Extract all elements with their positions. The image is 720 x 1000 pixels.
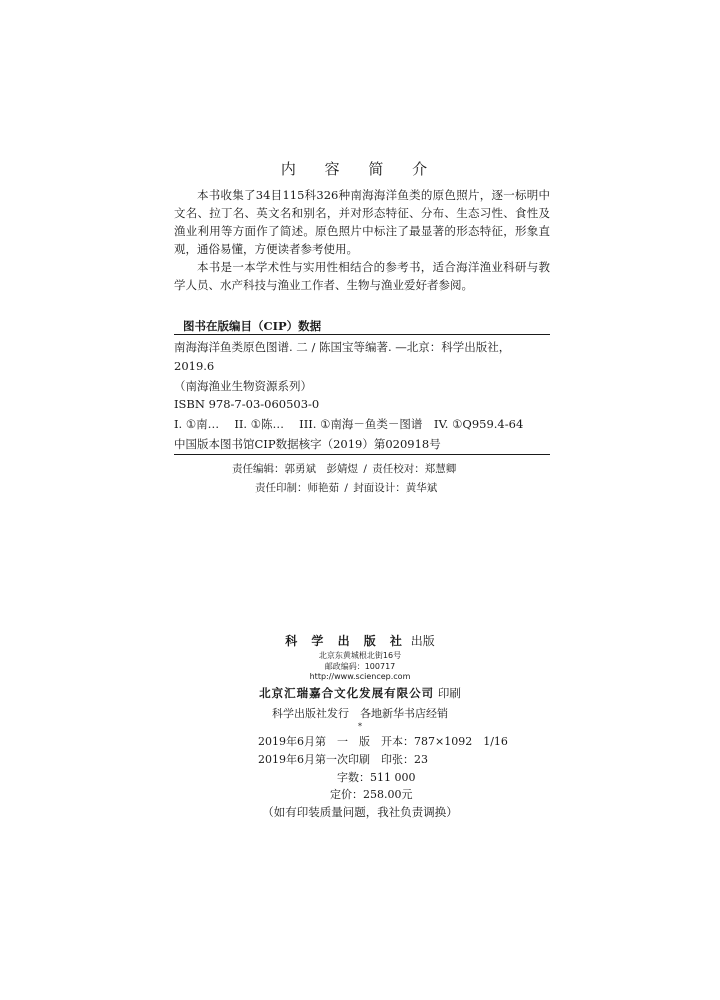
- cip-line-2: 2019.6: [174, 359, 215, 373]
- cip-isbn: ISBN 978-7-03-060503-0: [174, 397, 320, 411]
- publisher-postcode: 邮政编码：100717: [324, 662, 396, 671]
- printer-name: 北京汇瑞嘉合文化发展有限公司: [259, 686, 435, 700]
- publisher-line: [0, 632, 720, 649]
- distribution-line: 科学出版社发行 各地新华书店经销: [272, 707, 448, 720]
- editor-credits: 责任编辑：郭勇斌 彭婧煜 / 责任校对：郑慧卿: [232, 463, 457, 475]
- publisher-address: 北京东黄城根北街16号: [318, 651, 402, 660]
- cip-heading: 图书在版编目（CIP）数据: [183, 319, 322, 333]
- publisher-website: http://www.sciencep.com: [309, 672, 411, 681]
- cip-line-1: 南海海洋鱼类原色图谱. 二 / 陈国宝等编著. —北京：科学出版社，: [174, 340, 511, 354]
- cip-top-rule: [174, 334, 550, 335]
- printer-suffix: 印刷: [437, 686, 461, 700]
- wordcount-line: 字数：511 000: [337, 771, 416, 784]
- printing-line: 2019年6月第一次印刷 印张：23: [258, 753, 428, 766]
- price-line: 定价：258.00元: [330, 788, 413, 801]
- quality-notice: （如有印装质量问题，我社负责调换）: [262, 805, 458, 819]
- publisher-suffix: 出版: [410, 634, 435, 648]
- separator-star: *: [358, 722, 362, 731]
- intro-paragraph-2: 本书是一本学术性与实用性相结合的参考书，适合海洋渔业科研与教学人员、水产科技与渔业工作者、生物与渔业爱好者参阅。: [174, 260, 550, 292]
- cip-series: （南海渔业生物资源系列）: [174, 379, 312, 393]
- edition-line: 2019年6月第 一 版 开本：787×1092 1/16: [258, 735, 508, 748]
- intro-section: [174, 186, 550, 294]
- page-title: 内 容 简 介: [280, 160, 440, 178]
- printer-line: [0, 685, 720, 701]
- production-credits: 责任印制：师艳茹 / 封面设计：黄华斌: [255, 482, 438, 494]
- cip-bottom-rule: [174, 454, 550, 455]
- cip-record-number: 中国版本图书馆CIP数据核字（2019）第020918号: [174, 437, 441, 451]
- intro-paragraph-1: 本书收集了34目115科326种南海海洋鱼类的原色照片，逐一标明中文名、拉丁名、英文名和别名，并对形态特征、分布、生态习性、食性及渔业利用等方面作了简述。原色照片中标注了最显著的形态特征，形象直观，通俗易懂，方便读者参考使用。: [174, 188, 550, 256]
- publisher-name: 科 学 出 版 社: [285, 634, 407, 648]
- cip-classification: I. ①南… II. ①陈… III. ①南海－鱼类－图谱 IV. ①Q959.4-64: [174, 417, 524, 431]
